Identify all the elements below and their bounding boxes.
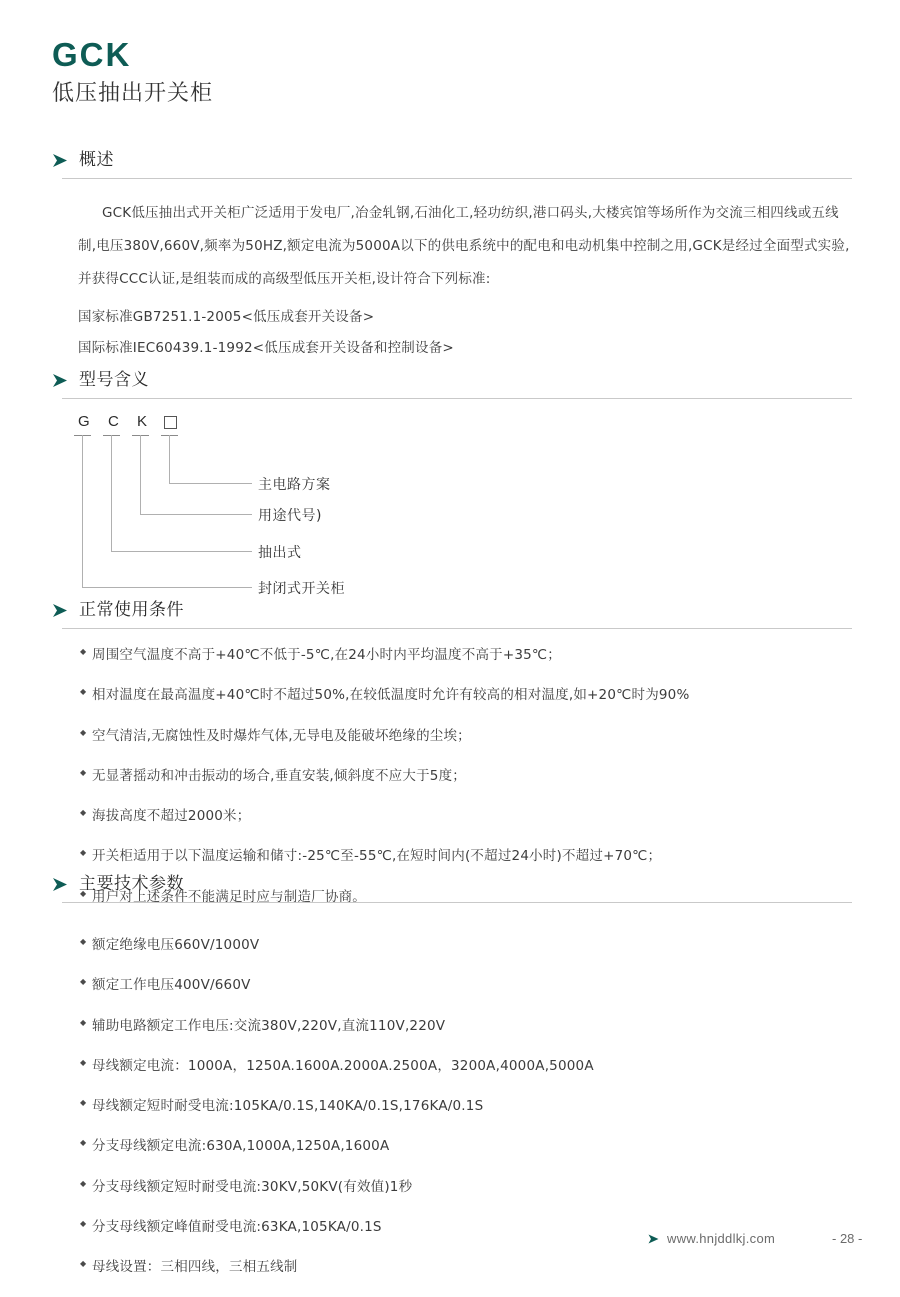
section-conditions-title: 正常使用条件	[79, 600, 184, 620]
section-model-header	[52, 372, 852, 389]
section-model	[52, 372, 852, 598]
section-divider	[62, 178, 852, 179]
brand-subtitle: 低压抽出开关柜	[52, 80, 214, 106]
model-leader-hline-4	[82, 587, 252, 588]
model-leader-vline-1	[169, 435, 170, 483]
list-item: ◆ 母线设置：三相四线，三相五线制	[80, 1257, 852, 1277]
brand-title: GCK	[52, 36, 132, 73]
list-item: ◆ 母线额定短时耐受电流:105KA/0.1S,140KA/0.1S,176KA/0.1S	[80, 1096, 852, 1116]
page-header	[52, 38, 213, 107]
model-leader-hline-1	[169, 483, 252, 484]
model-leader-vline-3	[111, 435, 112, 551]
list-item: ◆ 额定绝缘电压660V/1000V	[80, 935, 852, 955]
overview-paragraph: GCK低压抽出式开关柜广泛适用于发电厂,冶金轧钢,石油化工,轻功纺织,港口码头,大楼宾馆等场所作为交流三相四线或五线制,电压380V,660V,频率为50HZ,额定电流为5000A以下的供电系统中的配电和电动机集中控制之用,GCK是经过全面型式实验,并获得CCC认证,是组装而成的高级型低压开关柜,设计符合下列标准:	[78, 205, 850, 288]
list-item: ◆ 相对温度在最高温度+40℃时不超过50%,在较低温度时允许有较高的相对温度,如+20℃时为90%	[80, 685, 852, 705]
model-scheme-placeholder-box	[164, 416, 177, 429]
section-conditions-header	[52, 602, 852, 619]
section-marker-arrow-icon	[52, 153, 68, 168]
section-model-title: 型号含义	[79, 370, 149, 390]
parameters-list	[52, 935, 852, 1277]
footer-website-text: www.hnjddlkj.com	[667, 1231, 776, 1246]
section-marker-arrow-icon	[52, 877, 68, 892]
section-overview-header	[52, 152, 852, 169]
section-marker-arrow-icon	[52, 373, 68, 388]
section-divider	[62, 902, 852, 903]
model-leader-hline-3	[111, 551, 252, 552]
list-item: ◆ 用户对上述条件不能满足时应与制造厂协商。	[80, 887, 852, 907]
list-item: ◆ 分支母线额定电流:630A,1000A,1250A,1600A	[80, 1136, 852, 1156]
footer-page-number: - 28 -	[832, 1231, 863, 1246]
page-footer	[0, 1231, 900, 1251]
section-overview-title: 概述	[79, 150, 114, 170]
model-char-k: K	[137, 413, 148, 430]
list-item: ◆ 周围空气温度不高于+40℃不低于-5℃,在24小时内平均温度不高于+35℃；	[80, 645, 852, 665]
list-item: ◆ 开关柜适用于以下温度运输和储寸:-25℃至-55℃,在短时间内(不超过24小时)不超过+70℃；	[80, 846, 852, 866]
section-divider	[62, 398, 852, 399]
list-item: ◆ 无显著摇动和冲击振动的场合,垂直安装,倾斜度不应大于5度；	[80, 766, 852, 786]
overview-body	[52, 197, 852, 296]
list-item: ◆ 辅助电路额定工作电压:交流380V,220V,直流110V,220V	[80, 1016, 852, 1036]
section-marker-arrow-icon	[52, 603, 68, 618]
model-designation-diagram	[52, 413, 842, 598]
list-item: ◆ 海拔高度不超过2000米；	[80, 806, 852, 826]
section-divider	[62, 628, 852, 629]
standard-line-international: 国际标准IEC60439.1-1992<低压成套开关设备和控制设备>	[78, 340, 454, 357]
list-item: ◆ 空气清洁,无腐蚀性及时爆炸气体,无导电及能破坏绝缘的尘埃；	[80, 726, 852, 746]
list-item: ◆ 额定工作电压400V/660V	[80, 975, 852, 995]
standard-line-national: 国家标准GB7251.1-2005<低压成套开关设备>	[78, 309, 375, 326]
footer-arrow-icon	[648, 1234, 659, 1244]
model-char-g: G	[78, 413, 90, 430]
model-leader-hline-2	[140, 514, 252, 515]
conditions-list	[52, 645, 852, 907]
model-label-main-circuit: 主电路方案	[258, 477, 331, 493]
section-parameters-title: 主要技术参数	[79, 874, 184, 894]
section-overview	[52, 152, 852, 364]
model-leader-vline-4	[82, 435, 83, 587]
list-item: ◆ 母线额定电流：1000A，1250A.1600A.2000A.2500A，3200A,4000A,5000A	[80, 1056, 852, 1076]
footer-website[interactable]	[648, 1231, 775, 1246]
model-label-enclosed-cabinet: 封闭式开关柜	[258, 581, 345, 597]
model-label-withdrawable: 抽出式	[258, 545, 302, 561]
model-char-c: C	[108, 413, 119, 430]
list-item: ◆ 分支母线额定短时耐受电流:30KV,50KV(有效值)1秒	[80, 1177, 852, 1197]
section-parameters-header	[52, 876, 852, 893]
model-label-usage-code: 用途代号)	[258, 508, 322, 524]
model-leader-vline-2	[140, 435, 141, 514]
list-item: ◆ 分支母线额定峰值耐受电流:63KA,105KA/0.1S	[80, 1217, 852, 1237]
